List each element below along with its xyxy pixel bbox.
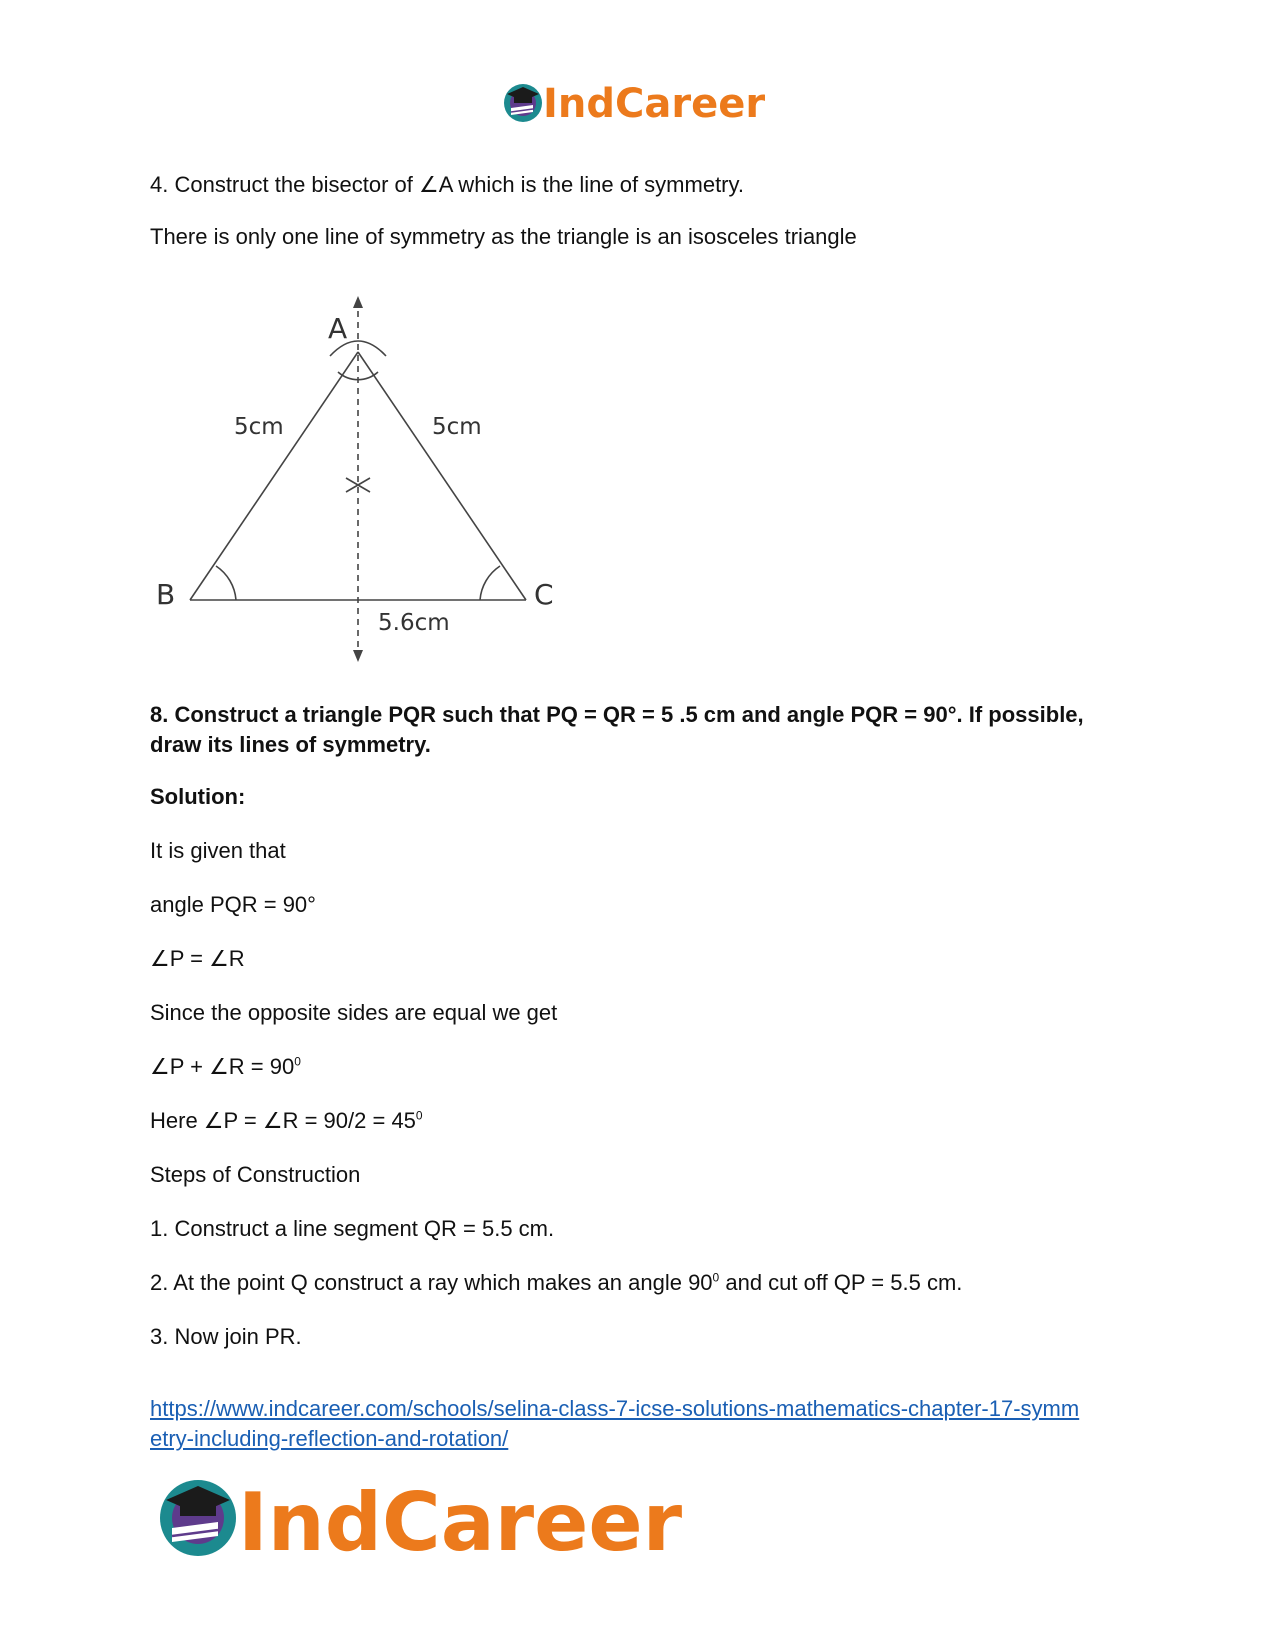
angle-value-main: Here ∠P = ∠R = 90/2 = 45 xyxy=(150,1108,416,1133)
side-bc-length: 5.6cm xyxy=(378,610,450,636)
angle-sum-sup: 0 xyxy=(294,1054,301,1069)
indcareer-logo-top xyxy=(503,78,773,128)
solution-label: Solution: xyxy=(150,784,246,809)
arrow-up-icon xyxy=(353,296,363,308)
angle-b-arc xyxy=(216,566,236,600)
question-8: 8. Construct a triangle PQR such that PQ = QR = 5 .5 cm and angle PQR = 90°. If possible, xyxy=(150,702,1084,727)
source-link-line-2[interactable]: etry-including-reflection-and-rotation/ xyxy=(150,1426,509,1451)
vertex-a-label: A xyxy=(328,312,348,345)
question-8-cont: draw its lines of symmetry. xyxy=(150,732,431,757)
step-2-part-b: and cut off QP = 5.5 cm. xyxy=(719,1270,963,1295)
source-link-line-1[interactable]: https://www.indcareer.com/schools/selina-class-7-icse-solutions-mathematics-chapter-17-symm xyxy=(150,1396,1080,1421)
construction-step-3: 3. Now join PR. xyxy=(150,1324,302,1349)
symmetry-note: There is only one line of symmetry as the triangle is an isosceles triangle xyxy=(150,224,857,249)
vertex-b-label: B xyxy=(156,578,176,611)
step-2-part-a: 2. At the point Q construct a ray which makes an angle 90 xyxy=(150,1270,713,1295)
side-ac-length: 5cm xyxy=(432,414,482,440)
angle-sum-main: ∠P + ∠R = 90 xyxy=(150,1054,295,1079)
step-2-sup: 0 xyxy=(712,1270,720,1285)
logo-wordmark: IndCareer xyxy=(238,1476,683,1566)
since-text: Since the opposite sides are equal we get xyxy=(150,1000,558,1025)
source-link[interactable] xyxy=(150,1394,1079,1454)
angle-equality-text: ∠P = ∠R xyxy=(150,946,245,971)
angle-pqr-text: angle PQR = 90° xyxy=(150,892,316,917)
angle-value-sup: 0 xyxy=(415,1108,423,1123)
angle-sum-text xyxy=(150,1052,301,1082)
graduation-cap-icon xyxy=(160,1480,236,1556)
side-ac-line xyxy=(358,352,526,600)
construction-step-2 xyxy=(150,1268,962,1298)
vertex-c-label: C xyxy=(534,578,554,611)
indcareer-logo-bottom xyxy=(158,1470,698,1566)
angle-value-text xyxy=(150,1106,423,1136)
given-text: It is given that xyxy=(150,838,286,863)
graduation-cap-icon xyxy=(504,84,542,122)
side-ab-line xyxy=(190,352,358,600)
arrow-down-icon xyxy=(353,650,363,662)
side-ab-length: 5cm xyxy=(234,414,284,440)
logo-wordmark: IndCareer xyxy=(543,81,766,127)
triangle-abc-figure xyxy=(150,286,570,676)
step-4-text: 4. Construct the bisector of ∠A which is the line of symmetry. xyxy=(150,172,744,197)
angle-c-arc xyxy=(480,566,500,600)
construction-step-1: 1. Construct a line segment QR = 5.5 cm. xyxy=(150,1216,555,1241)
steps-title: Steps of Construction xyxy=(150,1162,361,1187)
